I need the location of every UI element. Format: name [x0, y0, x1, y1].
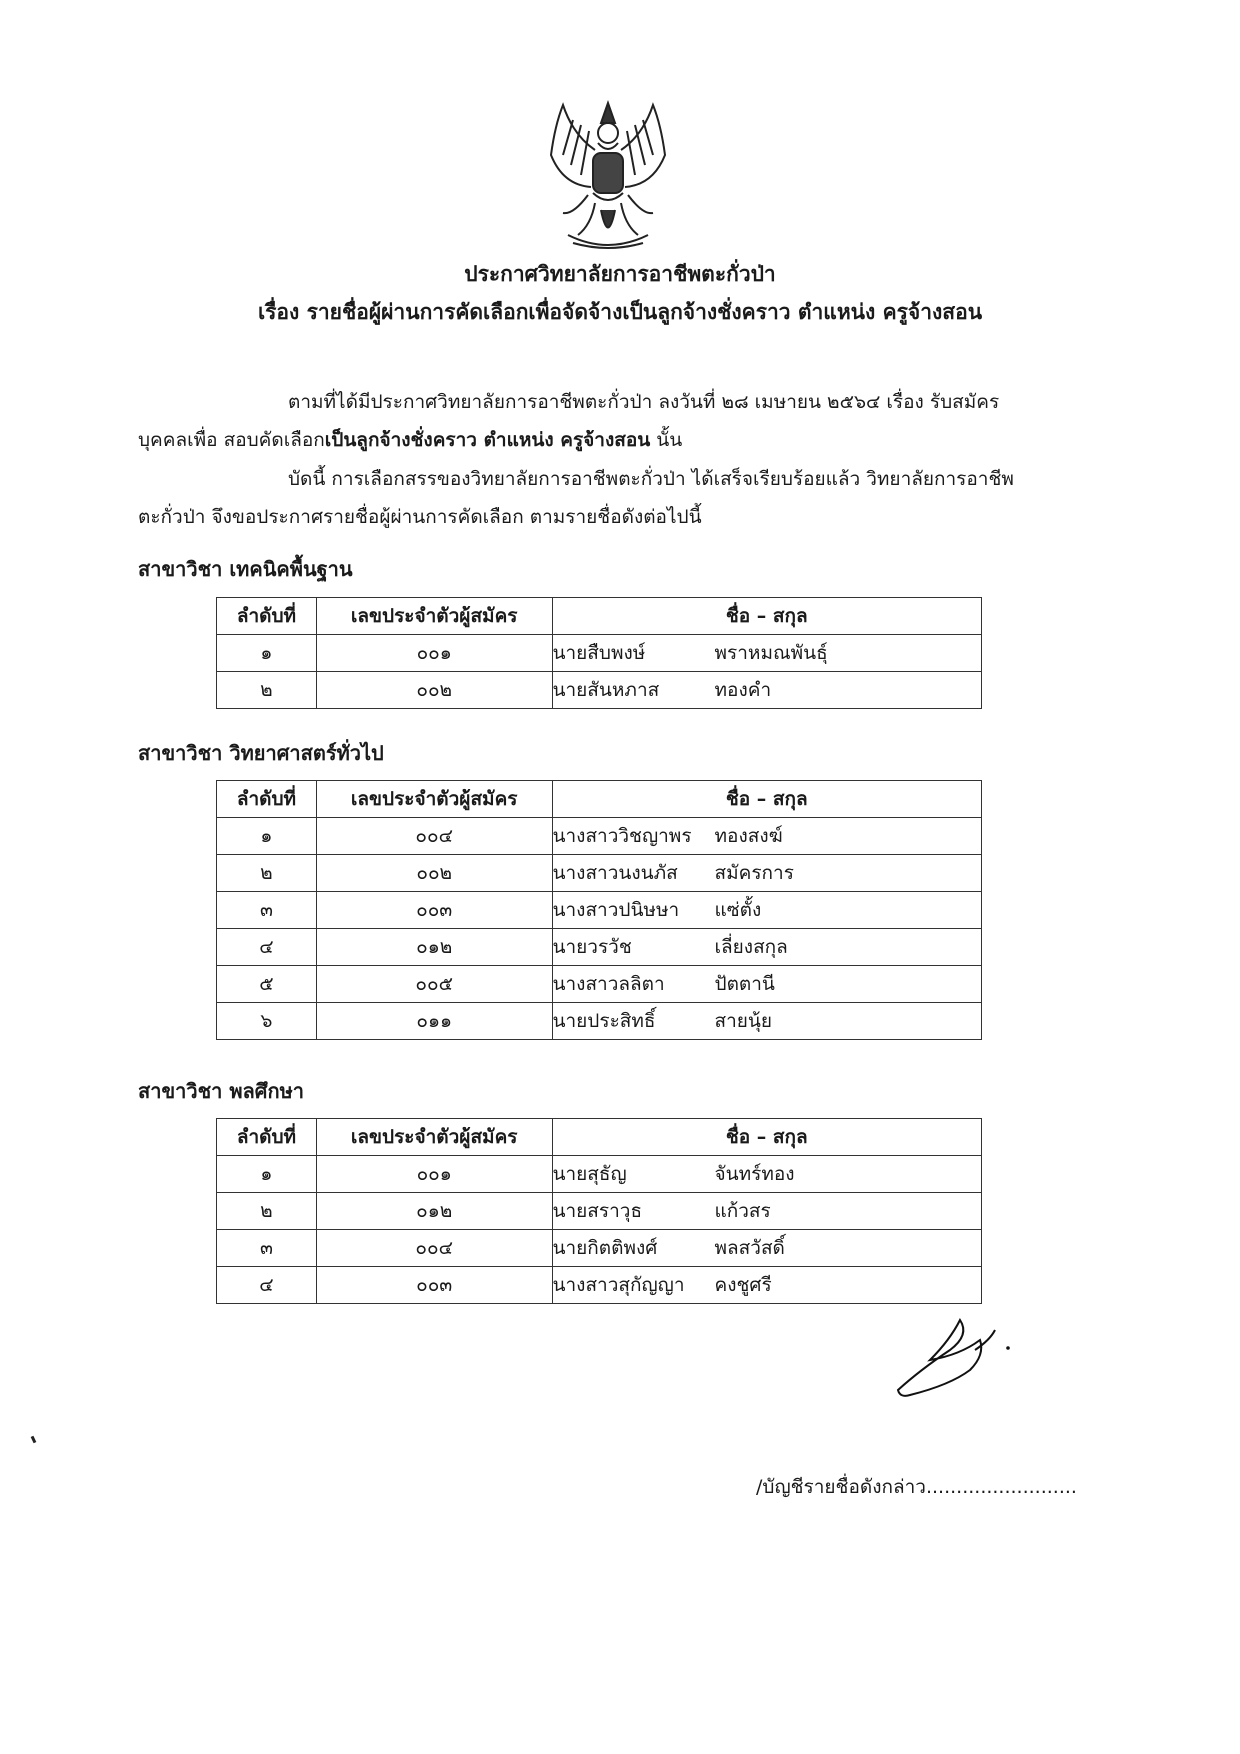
name-cell [552, 635, 981, 672]
candidate-table-physical-education [216, 1118, 982, 1304]
applicant-id-cell: ๐๑๒ [316, 929, 552, 966]
applicant-id-cell: ๐๑๑ [316, 1003, 552, 1040]
section-heading-physical-education: สาขาวิชา พลศึกษา [138, 1079, 304, 1103]
name-cell [552, 929, 981, 966]
column-header-order: ลำดับที่ [217, 781, 317, 818]
paragraph-2-line-1: บัดนี้ การเลือกสรรของวิทยาลัยการอาชีพตะกั่วป่า ได้เสร็จเรียบร้อยแล้ว วิทยาลัยการอาชีพ [288, 468, 1014, 490]
table-row [217, 635, 982, 672]
name-cell [552, 1230, 981, 1267]
last-name: สมัครการ [714, 862, 794, 884]
candidate-table-basic-technician [216, 597, 982, 709]
table-row [217, 1156, 982, 1193]
last-name: จันทร์ทอง [714, 1163, 795, 1185]
candidate-table-general-science [216, 780, 982, 1040]
applicant-id-cell: ๐๐๑ [316, 635, 552, 672]
table-row [217, 892, 982, 929]
name-cell [552, 855, 981, 892]
table-row [217, 1193, 982, 1230]
applicant-id-cell: ๐๑๒ [316, 1193, 552, 1230]
column-header-order: ลำดับที่ [217, 1119, 317, 1156]
order-cell: ๓ [217, 892, 317, 929]
last-name: เลี่ยงสกุล [714, 936, 788, 958]
table-row [217, 672, 982, 709]
first-name: นายวรวัช [552, 936, 632, 958]
name-cell [552, 1193, 981, 1230]
continuation-note: /บัญชีรายชื่อดังกล่าว......................... [756, 1476, 1077, 1498]
column-header-applicant-id: เลขประจำตัวผู้สมัคร [316, 781, 552, 818]
first-name: นายสืบพงษ์ [552, 642, 646, 664]
section-heading-basic-technician: สาขาวิชา เทคนิคพื้นฐาน [138, 557, 353, 581]
name-cell [552, 1267, 981, 1304]
table-header-row [217, 1119, 982, 1156]
garuda-emblem [533, 95, 683, 255]
first-name: นายสุธัญ [552, 1163, 627, 1185]
name-cell [552, 966, 981, 1003]
table-row [217, 929, 982, 966]
name-cell [552, 1156, 981, 1193]
column-header-name: ชื่อ – สกุล [552, 1119, 981, 1156]
applicant-id-cell: ๐๐๒ [316, 672, 552, 709]
name-cell [552, 892, 981, 929]
first-name: นางสาวลลิตา [552, 973, 665, 995]
order-cell: ๒ [217, 1193, 317, 1230]
first-name: นายสันหภาส [552, 679, 660, 701]
paragraph-1-line-1: ตามที่ได้มีประกาศวิทยาลัยการอาชีพตะกั่วป่า ลงวันที่ ๒๘ เมษายน ๒๕๖๔ เรื่อง รับสมัคร [288, 391, 1000, 413]
order-cell: ๑ [217, 818, 317, 855]
announcement-subject: เรื่อง รายชื่อผู้ผ่านการคัดเลือกเพื่อจัดจ้างเป็นลูกจ้างชั่งคราว ตำแหน่ง ครูจ้างสอน [257, 300, 983, 324]
table-row [217, 1230, 982, 1267]
column-header-name: ชื่อ – สกุล [552, 598, 981, 635]
first-name: นางสาวปนิษษา [552, 899, 680, 921]
section-heading-general-science: สาขาวิชา วิทยาศาสตร์ทั่วไป [138, 741, 384, 765]
applicant-id-cell: ๐๐๕ [316, 966, 552, 1003]
paragraph-2-line-2: ตะกั่วป่า จึงขอประกาศรายชื่อผู้ผ่านการคัดเลือก ตามรายชื่อดังต่อไปนี้ [138, 506, 702, 528]
first-name: นายประสิทธิ์ [552, 1010, 656, 1032]
last-name: พลสวัสดิ์ [714, 1237, 785, 1259]
last-name: แซ่ตั้ง [714, 899, 762, 921]
order-cell: ๒ [217, 855, 317, 892]
order-cell: ๕ [217, 966, 317, 1003]
table-header-row [217, 781, 982, 818]
name-cell [552, 818, 981, 855]
last-name: ทองสงฆ์ [714, 825, 783, 847]
applicant-id-cell: ๐๐๓ [316, 1267, 552, 1304]
order-cell: ๑ [217, 635, 317, 672]
column-header-order: ลำดับที่ [217, 598, 317, 635]
order-cell: ๒ [217, 672, 317, 709]
first-name: นางสาววิชญาพร [552, 825, 692, 847]
first-name: นายกิตติพงศ์ [552, 1237, 658, 1259]
order-cell: ๖ [217, 1003, 317, 1040]
table-header-row [217, 598, 982, 635]
applicant-id-cell: ๐๐๑ [316, 1156, 552, 1193]
first-name: นางสาวสุกัญญา [552, 1274, 685, 1296]
last-name: ปัตตานี [714, 973, 775, 995]
column-header-applicant-id: เลขประจำตัวผู้สมัคร [316, 1119, 552, 1156]
table-row [217, 1267, 982, 1304]
order-cell: ๔ [217, 1267, 317, 1304]
last-name: ทองคำ [714, 679, 772, 701]
applicant-id-cell: ๐๐๔ [316, 818, 552, 855]
applicant-id-cell: ๐๐๓ [316, 892, 552, 929]
scan-speck [31, 1436, 37, 1444]
last-name: คงชูศรี [714, 1274, 772, 1296]
column-header-applicant-id: เลขประจำตัวผู้สมัคร [316, 598, 552, 635]
column-header-name: ชื่อ – สกุล [552, 781, 981, 818]
last-name: สายนุ้ย [714, 1010, 773, 1032]
table-row [217, 818, 982, 855]
table-row [217, 966, 982, 1003]
announcement-title: ประกาศวิทยาลัยการอาชีพตะกั่วป่า [464, 262, 776, 286]
name-cell [552, 1003, 981, 1040]
last-name: พราหมณพันธุ์ [714, 642, 828, 664]
last-name: แก้วสร [714, 1200, 771, 1222]
paragraph-1-line-2: บุคคลเพื่อ สอบคัดเลือกเป็นลูกจ้างชั่งคราว ตำแหน่ง ครูจ้างสอน นั้น [138, 429, 683, 451]
order-cell: ๓ [217, 1230, 317, 1267]
order-cell: ๔ [217, 929, 317, 966]
first-name: นายสราวุธ [552, 1200, 643, 1222]
name-cell [552, 672, 981, 709]
table-row [217, 855, 982, 892]
order-cell: ๑ [217, 1156, 317, 1193]
table-row [217, 1003, 982, 1040]
first-name: นางสาวนงนภัส [552, 862, 678, 884]
applicant-id-cell: ๐๐๔ [316, 1230, 552, 1267]
applicant-id-cell: ๐๐๒ [316, 855, 552, 892]
handwritten-signature [890, 1310, 1020, 1400]
